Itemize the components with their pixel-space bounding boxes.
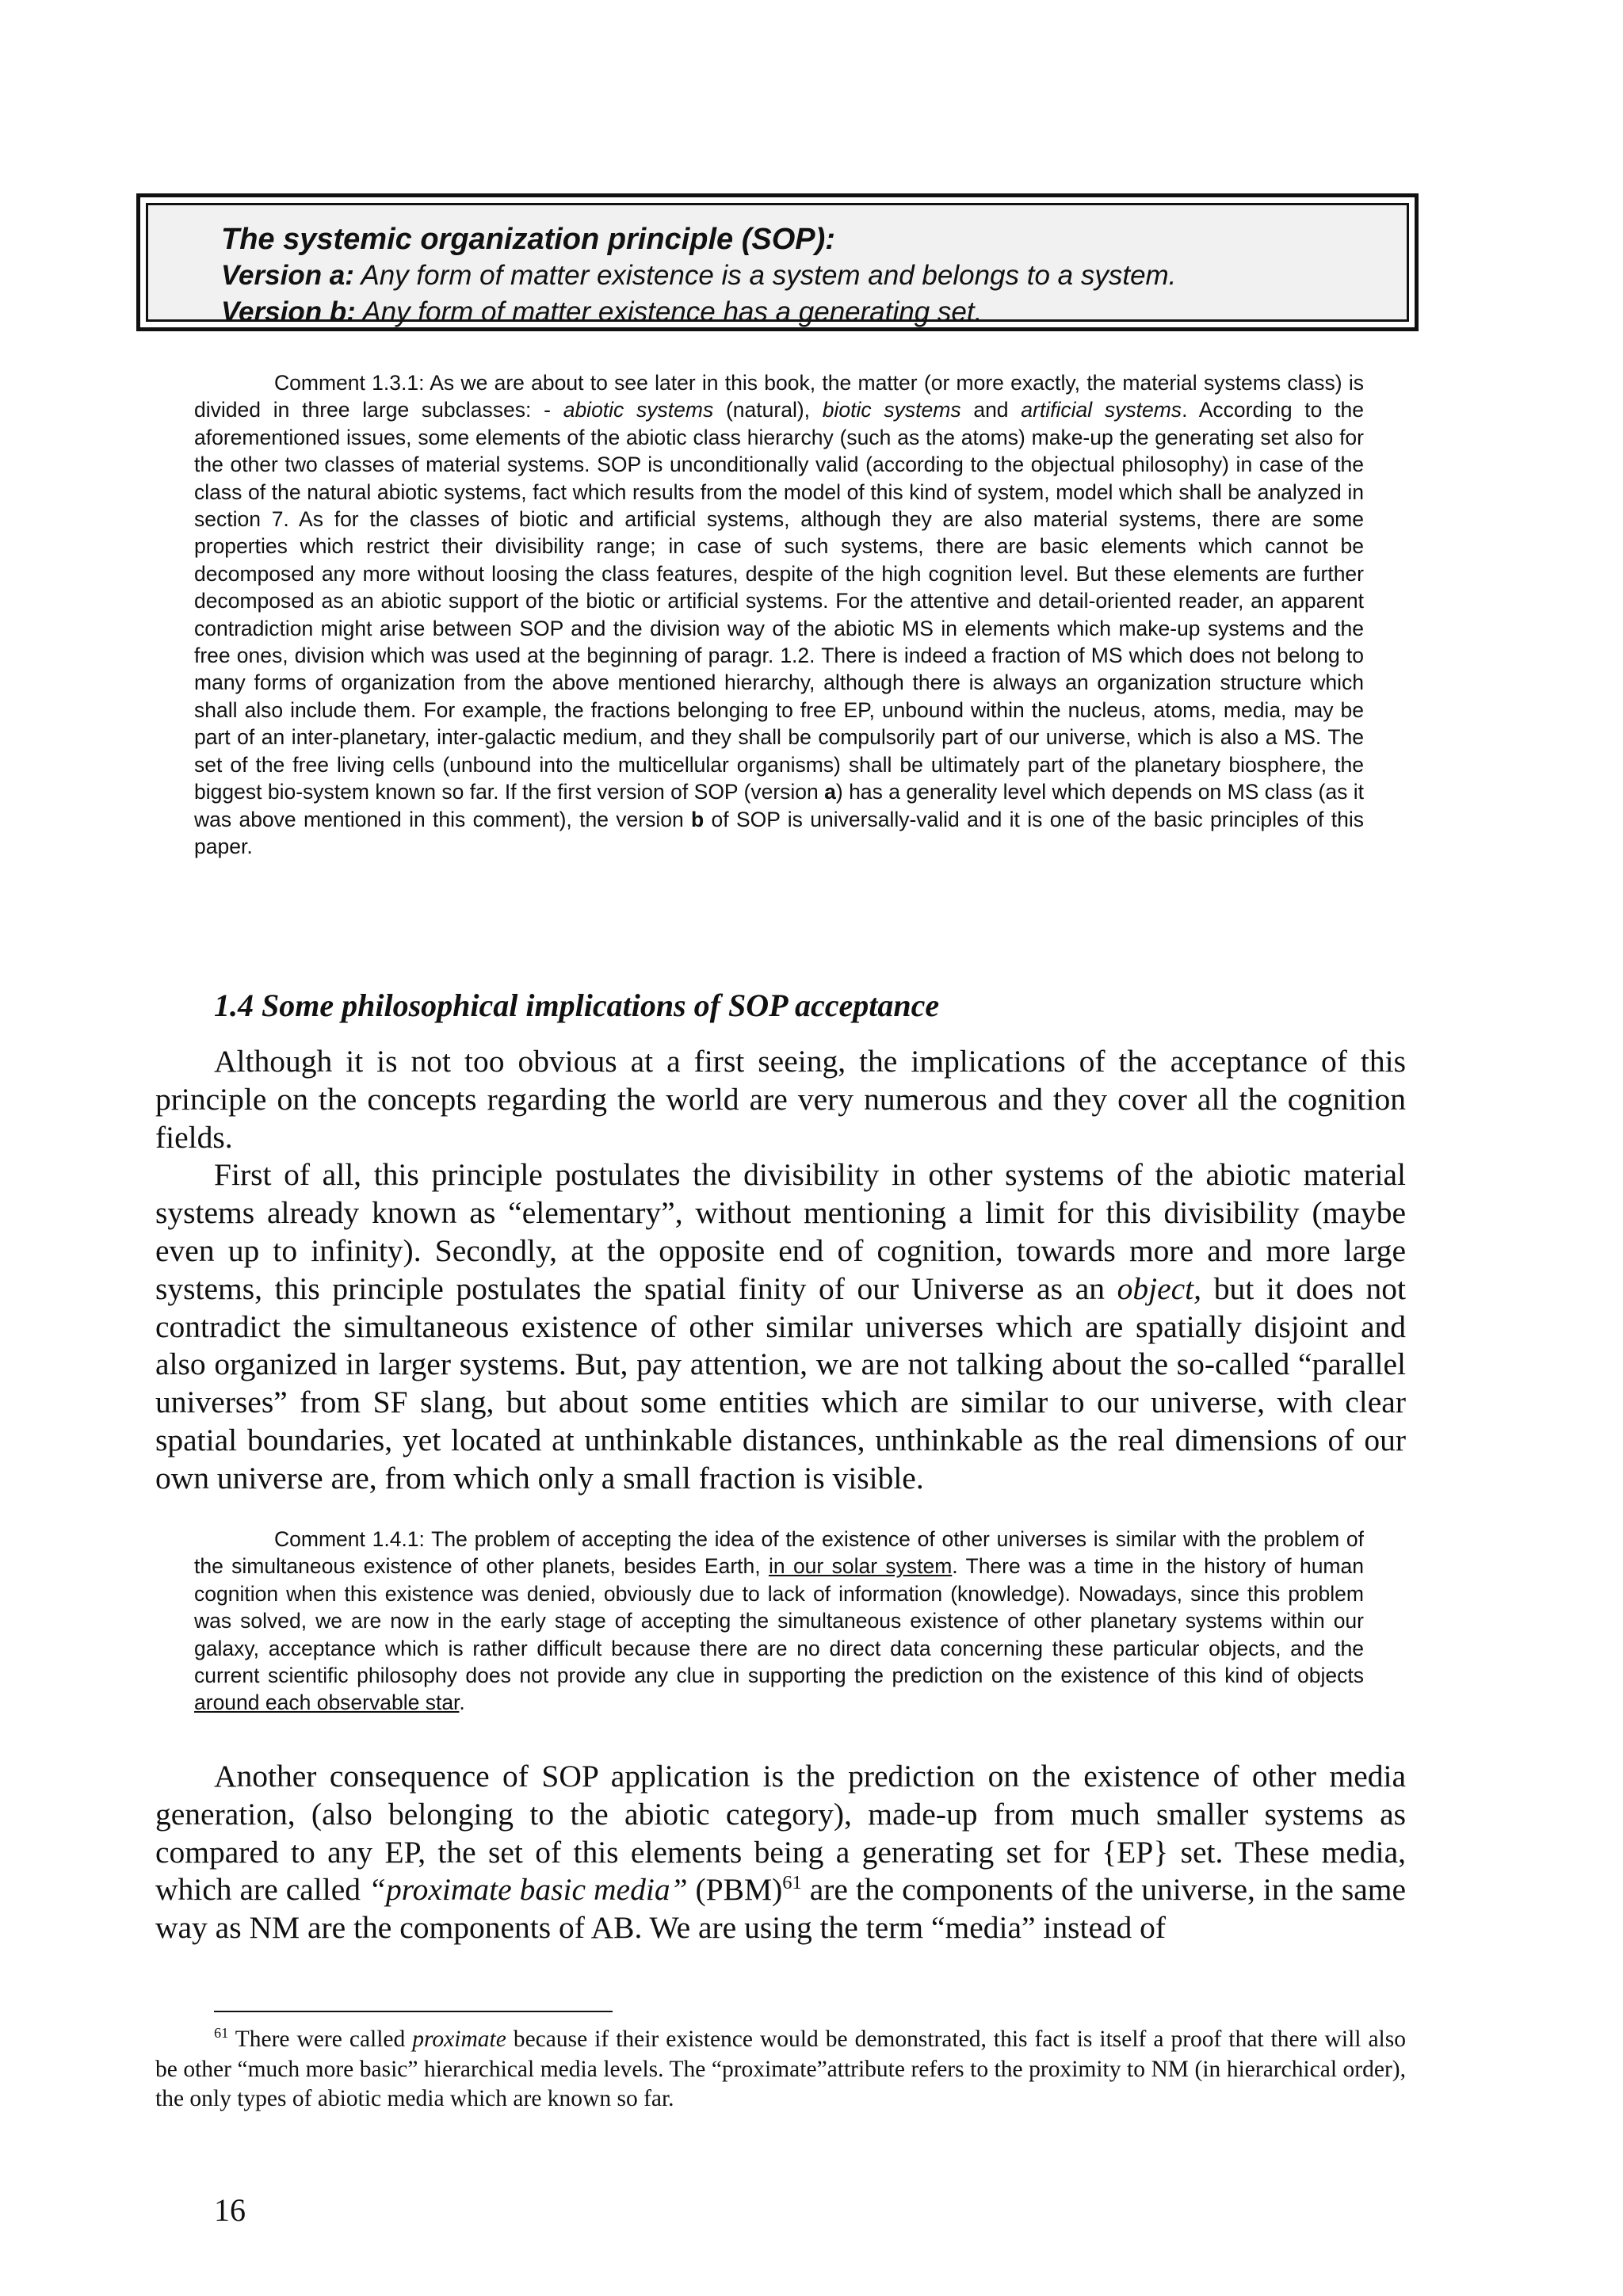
footnote-text-run: because if their existence would be demonstrated, this fact is itself a proof that there will also be other “much more basic” hierarchical media levels. The “proximate”attribute refers to the proximity to NM (in hierarchical order), the only types of abiotic media which are known so far.: [155, 2027, 1406, 2111]
paragraph-2: [155, 1156, 1406, 1497]
body-block-2: [155, 1758, 1406, 1947]
comment-text-run: .: [459, 1690, 465, 1715]
principle-box-inner: [146, 203, 1409, 327]
comment-1-3-1: [194, 369, 1364, 860]
principle-box: [136, 193, 1419, 331]
footnote-text-run: There were called: [228, 2027, 413, 2052]
section-heading: 1.4 Some philosophical implications of SOP acceptance: [214, 988, 940, 1023]
footnote-separator: [214, 2011, 613, 2012]
version-a-label: Version a:: [221, 260, 354, 291]
footnote-italic-run: proximate: [412, 2027, 506, 2052]
comment-text-run: Comment 1.4.1: The problem of accepting the idea of the existence of other universes is similar with the problem of the simultaneous existence of other planets, besides Earth,: [194, 1527, 1364, 1579]
footnote-reference[interactable]: 61: [782, 1872, 802, 1894]
paragraph-text-run: (PBM): [687, 1872, 783, 1908]
comment-1-3-1-text: [194, 369, 1364, 860]
comment-italic-run: artificial systems: [1021, 398, 1182, 422]
comment-text-run: and: [960, 398, 1022, 422]
footnote-61: [155, 2025, 1406, 2115]
body-block-1: [155, 1043, 1406, 1498]
comment-bold-run: b: [691, 807, 705, 831]
paragraph-text-run: but it does not contradict the simultaneous existence of other similar universes which are spatially disjoint and also organized in larger systems. But, pay attention, we are not talking about the so-called “parallel universes” from SF slang, but about some entities which are similar to our universe, with clear spatial boundaries, yet located at unthinkable distances, unthinkable as the real dimensions of our own universe are, from which only a small fraction is visible.: [155, 1270, 1406, 1496]
version-b-text: Any form of matter existence has a generating set.: [355, 296, 983, 327]
comment-underlined-run: around each observable star: [194, 1690, 460, 1715]
comment-text-run: of SOP is universally-valid and it is one of the basic principles of this paper.: [194, 807, 1364, 858]
principle-version-a: [221, 258, 1407, 294]
paragraph-text-run: are the components of the universe, in the same way as NM are the components of AB. We are using the term “media” instead of: [155, 1872, 1406, 1946]
comment-text-run: Comment 1.3.1: As we are about to see later in this book, the matter (or more exactly, the material systems class) is divided in three large subclasses: -: [194, 371, 1364, 422]
comment-italic-run: abiotic systems: [563, 398, 714, 422]
principle-title: The systemic organization principle (SOP):: [221, 223, 835, 256]
footnote-61-text: [155, 2025, 1406, 2115]
version-b-label: Version b:: [221, 296, 356, 327]
paragraph-3: [155, 1758, 1406, 1947]
page-number: 16: [214, 2192, 246, 2228]
paragraph-italic-run: “proximate basic media”: [369, 1872, 688, 1908]
comment-text-run: . According to the aforementioned issues, some elements of the abiotic class hierarchy (such as the atoms) make-up the generating set also for the other two classes of material systems. SOP is unconditionally valid (according to the objectual philosophy) in case of the class of the natural abiotic systems, fact which results from the model of this kind of system, model which shall be analyzed in section 7. As for the classes of biotic and artificial systems, although they are also material systems, there are some properties which restrict their divisibility range; in case of such systems, there are basic elements which cannot be decomposed any more without loosing the class features, despite of the high cognition level. But these elements are further decomposed as an abiotic support of the biotic or artificial systems. For the attentive and detail-oriented reader, an apparent contradiction might arise between SOP and the division way of the abiotic MS in elements which make-up systems and the free ones, division which was used at the beginning of paragr. 1.2. There is indeed a fraction of MS which does not belong to many forms of organization from the above mentioned hierarchy, although there is always an organization structure which shall also include them. For example, the fractions belonging to free EP, unbound within the nucleus, atoms, media, may be part of an inter-planetary, inter-galactic medium, and they shall be compulsorily part of our universe, which is also a MS. The set of the free living cells (unbound into the multicellular organisms) shall be ultimately part of the planetary biosphere, the biggest bio-system known so far. If the first version of SOP (version: [194, 398, 1364, 804]
paragraph-italic-run: object,: [1117, 1270, 1202, 1306]
comment-underlined-run: in our solar system: [768, 1554, 953, 1579]
principle-version-b: [221, 294, 1407, 330]
comment-text-run: (natural),: [713, 398, 823, 422]
comment-text-run: . There was a time in the history of human cognition when this existence was denied, obviously due to lack of information (knowledge). Nowadays, since this problem was solved, we are now in the early stage of accepting the simultaneous existence of other planetary systems within our galaxy, acceptance which is rather difficult because there are no direct data concerning these particular objects, and the current scientific philosophy does not provide any clue in supporting the prediction on the existence of this kind of objects: [194, 1554, 1364, 1688]
comment-1-4-1: [194, 1526, 1364, 1717]
paragraph-text-run: Another consequence of SOP application is the prediction on the existence of other media generation, (also belonging to the abiotic category), made-up from much smaller systems as compared to any EP, the set of this elements being a generating set for {EP} set. These media, which are called: [155, 1759, 1406, 1908]
paragraph-text-run: First of all, this principle postulates the divisibility in other systems of the abiotic material systems already known as “elementary”, without mentioning a limit for this divisibility (maybe even up to infinity). Secondly, at the opposite end of cognition, towards more and more large systems, this principle postulates the spatial finity of our Universe as an: [155, 1157, 1406, 1306]
paragraph-1: Although it is not too obvious at a first seeing, the implications of the acceptance of this principle on the concepts regarding the world are very numerous and they cover all the cognition fields.: [155, 1044, 1406, 1155]
version-a-text: Any form of matter existence is a system and belongs to a system.: [353, 260, 1177, 291]
comment-bold-run: a: [824, 780, 836, 804]
comment-text-run: ) has a generality level which depends on MS class (as it was above mentioned in this comment), the version: [194, 780, 1364, 831]
footnote-marker: 61: [214, 2025, 229, 2042]
comment-italic-run: biotic systems: [822, 398, 961, 422]
comment-1-4-1-text: [194, 1526, 1364, 1717]
